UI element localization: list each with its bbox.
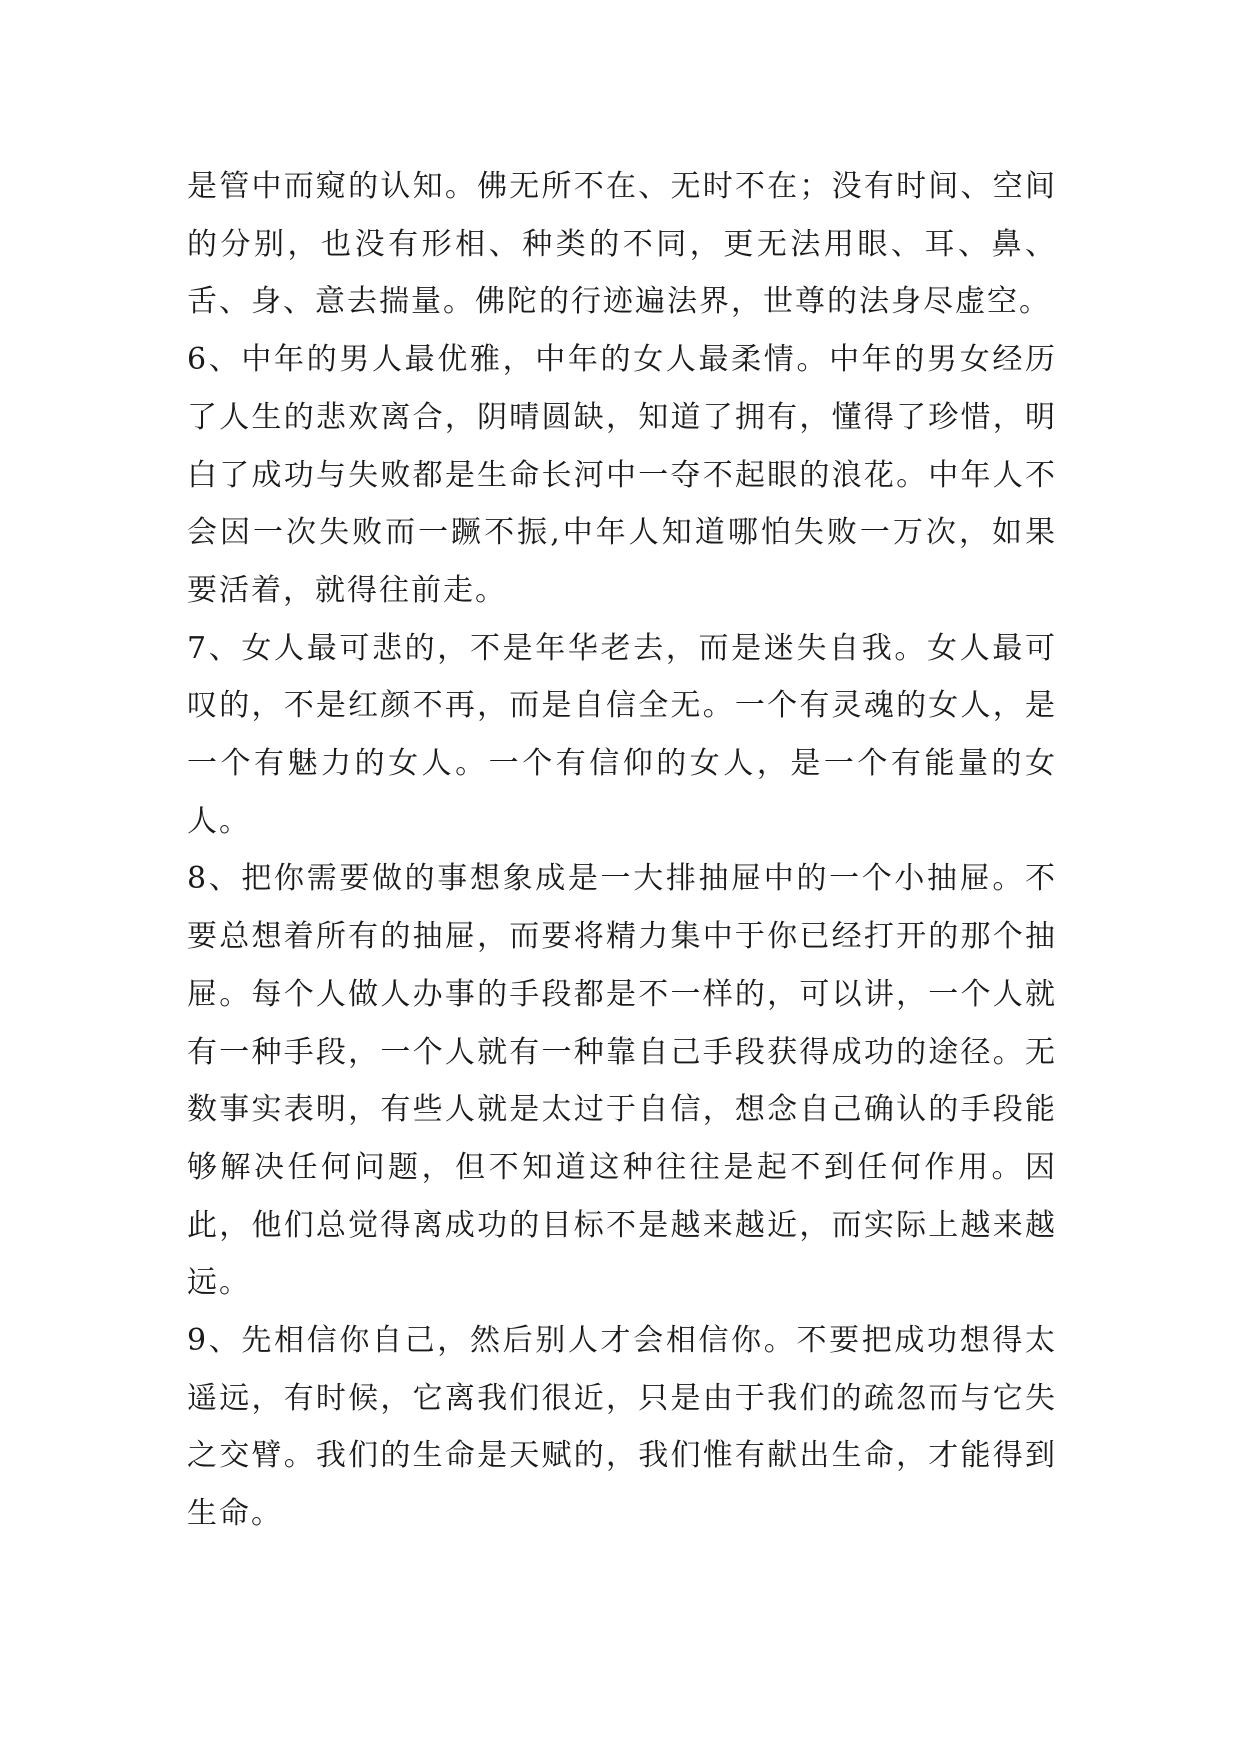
paragraph-item-8: 8、把你需要做的事想象成是一大排抽屉中的一个小抽屉。不要总想着所有的抽屉，而要将精力集中于你已经打开的那个抽屉。每个人做人办事的手段都是不一样的，可以讲，一个人就有一种手段，一个人就有一种靠自己手段获得成功的途径。无数事实表明，有些人就是太过于自信，想念自己确认的手段能够解决任何问题，但不知道这种往往是起不到任何作用。因此，他们总觉得离成功的目标不是越来越近，而实际上越来越远。 — [187, 861, 1057, 1301]
paragraph-item-7: 7、女人最可悲的，不是年华老去，而是迷失自我。女人最可叹的，不是红颜不再，而是自信全无。一个有灵魂的女人，是一个有魅力的女人。一个有信仰的女人，是一个有能量的女人。 — [187, 630, 1057, 839]
paragraph-item-9: 9、先相信你自己，然后别人才会相信你。不要把成功想得太遥远，有时候，它离我们很近，只是由于我们的疏忽而与它失之交臂。我们的生命是天赋的，我们惟有献出生命，才能得到生命。 — [187, 1323, 1057, 1532]
paragraph-item-6: 6、中年的男人最优雅，中年的女人最柔情。中年的男女经历了人生的悲欢离合，阴晴圆缺，知道了拥有，懂得了珍惜，明白了成功与失败都是生命长河中一夺不起眼的浪花。中年人不会因一次失败而一蹶不振,中年人知道哪怕失败一万次，如果要活着，就得往前走。 — [187, 342, 1057, 608]
paragraph-continuation: 是管中而窥的认知。佛无所不在、无时不在；没有时间、空间的分别，也没有形相、种类的不同，更无法用眼、耳、鼻、舌、身、意去揣量。佛陀的行迹遍法界，世尊的法身尽虚空。 — [187, 169, 1057, 320]
document-body — [187, 158, 1057, 1543]
